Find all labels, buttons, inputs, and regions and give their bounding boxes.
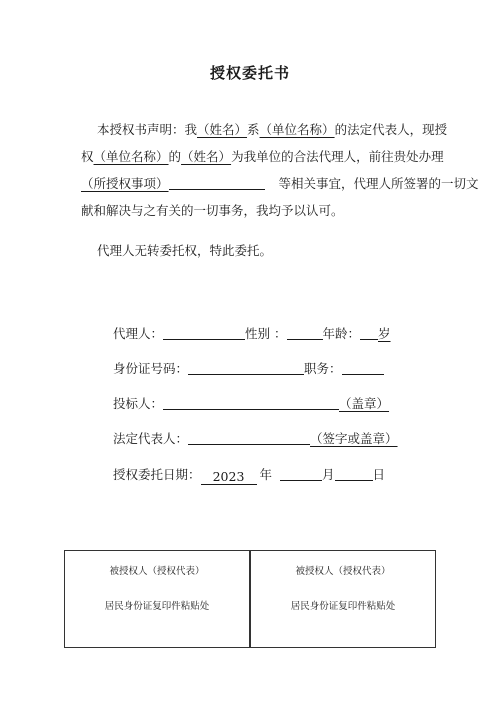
- day-unit: 日: [372, 467, 386, 482]
- bidder-label: 投标人：: [113, 396, 164, 411]
- sign-seal-note: （签字或盖章）: [310, 431, 398, 446]
- id-number-label: 身份证号码：: [113, 361, 189, 376]
- agent-name-field[interactable]: （姓名）: [181, 149, 232, 164]
- declaration-text: 系: [247, 122, 260, 137]
- bidder-row: [113, 394, 389, 414]
- box-caption: 居民身份证复印件粘贴处: [290, 601, 396, 612]
- age-unit: 岁: [378, 326, 391, 341]
- position-label: 职务：: [304, 361, 342, 376]
- gender-input[interactable]: [287, 325, 323, 340]
- legal-rep-input[interactable]: [188, 430, 310, 445]
- year-unit: 年: [259, 467, 273, 482]
- age-label: 年龄：: [322, 326, 361, 341]
- seal-note: （盖章）: [339, 396, 390, 411]
- date-label: 授权委托日期：: [113, 467, 201, 482]
- no-delegation-paragraph: 代理人无转委托权，特此委托。: [97, 243, 273, 258]
- bidder-input[interactable]: [163, 395, 339, 410]
- month-unit: 月: [322, 467, 335, 482]
- declaration-line-2: [81, 143, 444, 170]
- id-copy-box-right[interactable]: [250, 550, 436, 648]
- box-title: 被授权人（授权代表）: [109, 566, 205, 577]
- declaration-paragraph: [81, 116, 479, 224]
- authorized-matter-blank[interactable]: [169, 175, 265, 190]
- date-row: [113, 465, 385, 485]
- principal-name-field[interactable]: （姓名）: [197, 122, 248, 137]
- principal-unit-field[interactable]: （单位名称）: [259, 122, 335, 137]
- document-title: 授权委托书: [209, 64, 290, 82]
- declaration-text: 为我单位的合法代理人，前往贵处办理: [231, 149, 444, 164]
- id-number-input[interactable]: [188, 360, 304, 375]
- declaration-line-3: [81, 170, 479, 197]
- declaration-text: 的法定代表人，现授: [334, 122, 448, 137]
- age-input[interactable]: [360, 325, 378, 340]
- day-input[interactable]: [335, 466, 373, 481]
- agent-label: 代理人：: [113, 326, 164, 341]
- year-input[interactable]: [201, 470, 257, 485]
- id-row: [113, 359, 384, 379]
- gender-label: 性别 ：: [245, 326, 287, 341]
- id-copy-box-left[interactable]: [64, 550, 250, 648]
- month-input[interactable]: [280, 466, 322, 481]
- agent-row: [113, 324, 391, 344]
- legal-rep-row: [113, 429, 398, 449]
- declaration-text: 权: [81, 149, 94, 164]
- declaration-text: 本授权书声明：我: [97, 122, 198, 137]
- agent-unit-field[interactable]: （单位名称）: [93, 149, 169, 164]
- declaration-text: 的: [168, 149, 182, 164]
- declaration-line-4: 献和解决与之有关的一切事务，我均予以认可。: [81, 203, 344, 218]
- box-title: 被授权人（授权代表）: [295, 566, 391, 577]
- authorized-matter-field[interactable]: （所授权事项）: [81, 176, 169, 191]
- declaration-line-1: [97, 116, 448, 143]
- box-caption: 居民身份证复印件粘贴处: [104, 601, 210, 612]
- year-value: 2023: [212, 469, 245, 484]
- declaration-text: 等相关事宜，代理人所签署的一切文: [278, 176, 479, 191]
- position-input[interactable]: [342, 360, 384, 375]
- agent-name-input[interactable]: [163, 325, 245, 340]
- legal-rep-label: 法定代表人：: [113, 431, 189, 446]
